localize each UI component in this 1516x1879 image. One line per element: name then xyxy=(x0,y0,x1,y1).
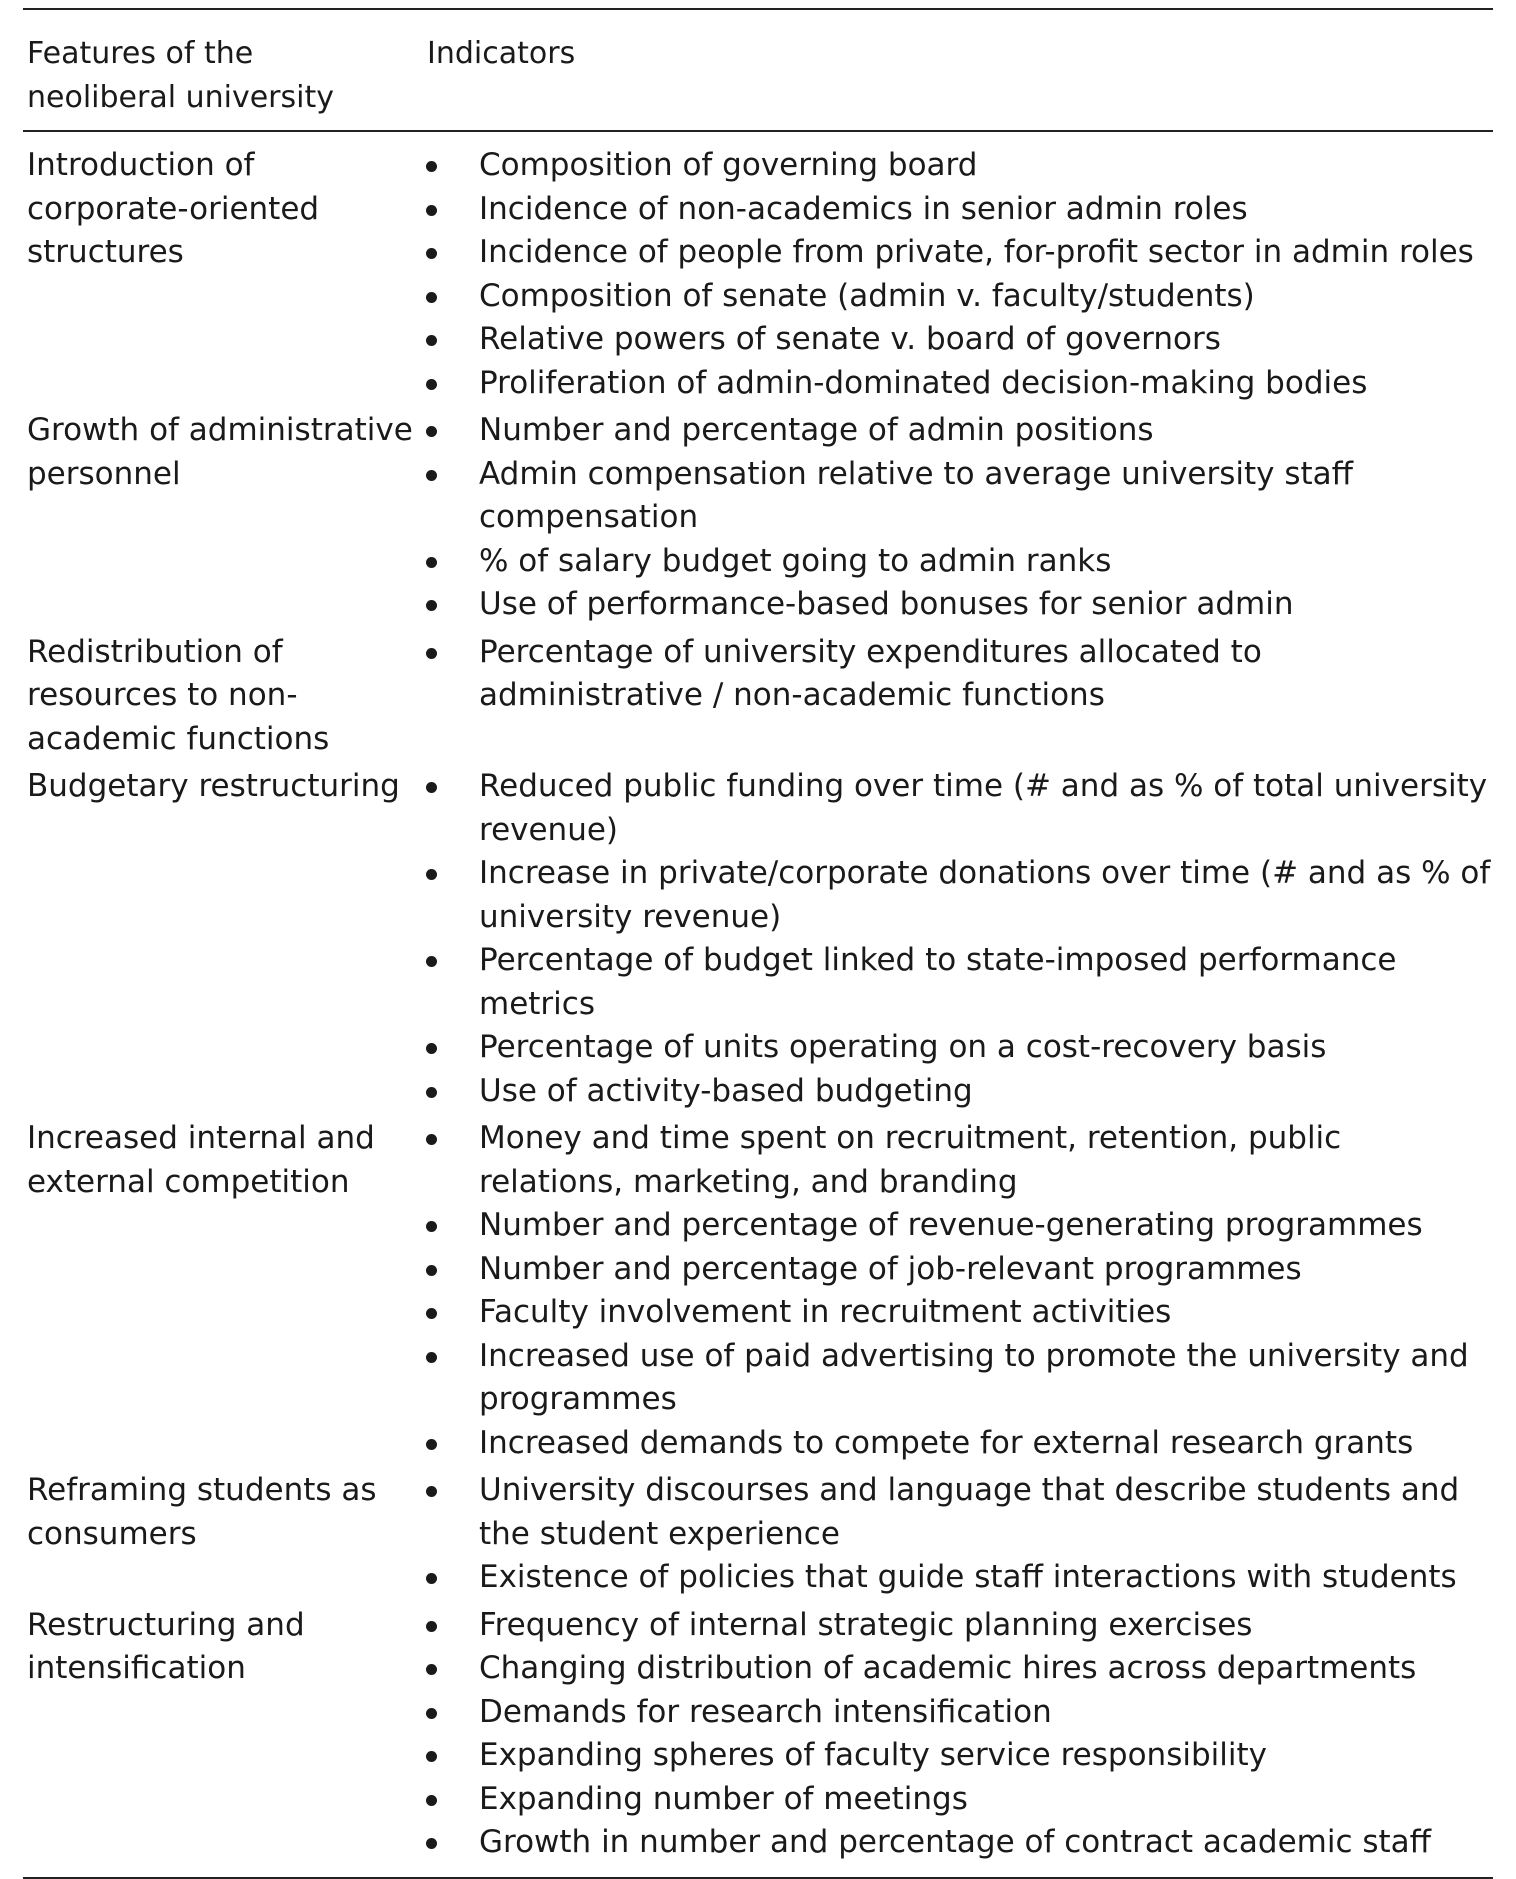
indicator-item xyxy=(423,1026,1493,1070)
table-row xyxy=(23,144,1493,405)
indicator-item xyxy=(423,1291,1493,1335)
indicators-cell xyxy=(423,1469,1493,1600)
indicator-item xyxy=(423,1604,1493,1648)
bullet-icon xyxy=(426,1221,437,1232)
indicator-text: Percentage of units operating on a cost-recovery basis xyxy=(479,1029,1327,1065)
indicators-cell xyxy=(423,409,1493,627)
indicator-item xyxy=(423,1556,1493,1600)
bullet-icon xyxy=(426,335,437,346)
indicator-text: Percentage of university expenditures allocated to administrative / non-academic functions xyxy=(479,633,1262,713)
indicator-text: Increased use of paid advertising to promote the university and programmes xyxy=(479,1337,1469,1417)
bullet-icon xyxy=(426,1352,437,1363)
indicator-text: Admin compensation relative to average university staff compensation xyxy=(479,455,1354,535)
feature-cell: Growth of administrative personnel xyxy=(27,412,413,492)
indicator-text: Relative powers of senate v. board of governors xyxy=(479,321,1221,357)
bullet-icon xyxy=(426,470,437,481)
header-features: Features of the neoliberal university xyxy=(27,36,334,115)
bullet-icon xyxy=(426,1043,437,1054)
indicator-text: Growth in number and percentage of contract academic staff xyxy=(479,1824,1432,1860)
indicator-text: Incidence of people from private, for-profit sector in admin roles xyxy=(479,234,1474,270)
indicators-cell xyxy=(423,1604,1493,1865)
indicator-list xyxy=(423,409,1493,627)
indicator-text: Increase in private/corporate donations over time (# and as % of university revenue) xyxy=(479,855,1491,935)
indicator-item xyxy=(423,583,1493,627)
bullet-icon xyxy=(426,1664,437,1675)
indicator-text: Composition of senate (admin v. faculty/students) xyxy=(479,277,1255,314)
table-row xyxy=(23,765,1493,1113)
bullet-icon xyxy=(426,557,437,568)
indicator-list xyxy=(423,631,1493,718)
indicator-item xyxy=(423,1422,1493,1466)
header-indicators: Indicators xyxy=(427,36,576,71)
indicator-text: % of salary budget going to admin ranks xyxy=(479,542,1112,579)
table-row xyxy=(23,409,1493,627)
table-row xyxy=(23,631,1493,762)
indicator-list xyxy=(423,1469,1493,1600)
indicators-cell xyxy=(423,1117,1493,1465)
indicator-item xyxy=(423,1647,1493,1691)
indicator-item xyxy=(423,1117,1493,1204)
bullet-icon xyxy=(426,648,437,659)
indicator-item xyxy=(423,318,1493,362)
indicator-text: Money and time spent on recruitment, retention, public relations, marketing, and branding xyxy=(479,1120,1342,1200)
indicator-text: Existence of policies that guide staff interactions with students xyxy=(479,1559,1457,1595)
indicator-item xyxy=(423,1778,1493,1822)
bullet-icon xyxy=(426,1486,437,1497)
feature-cell: Redistribution of resources to non-academic functions xyxy=(27,633,330,757)
indicator-text: Use of activity-based budgeting xyxy=(479,1072,973,1109)
indicator-item xyxy=(423,540,1493,584)
indicator-text: Percentage of budget linked to state-imposed performance metrics xyxy=(479,942,1397,1022)
feature-cell: Reframing students as consumers xyxy=(27,1472,377,1552)
indicator-item xyxy=(423,1821,1493,1865)
table-body xyxy=(23,132,1493,1877)
indicator-item xyxy=(423,231,1493,275)
indicator-item xyxy=(423,1469,1493,1556)
feature-cell: Budgetary restructuring xyxy=(27,768,400,804)
bullet-icon xyxy=(426,1265,437,1276)
bullet-icon xyxy=(426,1308,437,1319)
bullet-icon xyxy=(426,1134,437,1145)
indicator-item xyxy=(423,275,1493,319)
bullet-icon xyxy=(426,1795,437,1806)
indicator-text: Increased demands to compete for external research grants xyxy=(479,1424,1414,1461)
indicator-text: Number and percentage of admin positions xyxy=(479,412,1154,448)
table-bottom-rule xyxy=(23,1877,1493,1879)
indicator-item xyxy=(423,1248,1493,1292)
bullet-icon xyxy=(426,205,437,216)
feature-cell: Introduction of corporate-oriented structures xyxy=(27,147,320,270)
indicator-list xyxy=(423,1117,1493,1465)
bullet-icon xyxy=(426,1621,437,1632)
indicator-item xyxy=(423,1335,1493,1422)
table-row xyxy=(23,1604,1493,1865)
bullet-icon xyxy=(426,1838,437,1849)
indicators-cell xyxy=(423,144,1493,405)
bullet-icon xyxy=(426,1087,437,1098)
bullet-icon xyxy=(426,1573,437,1584)
bullet-icon xyxy=(426,426,437,437)
indicators-cell xyxy=(423,765,1493,1113)
bullet-icon xyxy=(426,292,437,303)
indicator-item xyxy=(423,1691,1493,1735)
indicator-text: Number and percentage of revenue-generating programmes xyxy=(479,1207,1423,1243)
bullet-icon xyxy=(426,379,437,390)
indicator-list xyxy=(423,144,1493,405)
bullet-icon xyxy=(426,161,437,172)
indicator-item xyxy=(423,144,1493,188)
indicators-table xyxy=(23,8,1493,1879)
indicator-item xyxy=(423,765,1493,852)
indicator-item xyxy=(423,631,1493,718)
feature-cell: Restructuring and intensification xyxy=(27,1606,305,1686)
indicator-item xyxy=(423,939,1493,1026)
indicator-text: Incidence of non-academics in senior admin roles xyxy=(479,190,1248,227)
table-header xyxy=(23,10,1493,130)
indicator-text: Reduced public funding over time (# and as % of total university revenue) xyxy=(479,768,1488,848)
bullet-icon xyxy=(426,248,437,259)
indicator-item xyxy=(423,1204,1493,1248)
indicator-text: Frequency of internal strategic planning exercises xyxy=(479,1606,1253,1643)
feature-cell: Increased internal and external competition xyxy=(27,1120,375,1200)
table-row xyxy=(23,1469,1493,1600)
table-row xyxy=(23,1117,1493,1465)
bullet-icon xyxy=(426,956,437,967)
indicator-text: Demands for research intensification xyxy=(479,1693,1052,1730)
indicator-text: Composition of governing board xyxy=(479,147,978,183)
indicator-text: Proliferation of admin-dominated decision-making bodies xyxy=(479,364,1368,401)
indicator-text: Use of performance-based bonuses for senior admin xyxy=(479,586,1294,622)
indicator-text: Number and percentage of job-relevant programmes xyxy=(479,1250,1302,1287)
indicator-item xyxy=(423,453,1493,540)
indicator-item xyxy=(423,362,1493,406)
indicator-list xyxy=(423,765,1493,1113)
indicator-item xyxy=(423,188,1493,232)
indicator-item xyxy=(423,409,1493,453)
indicator-text: Expanding spheres of faculty service responsibility xyxy=(479,1737,1267,1773)
indicator-text: Faculty involvement in recruitment activities xyxy=(479,1294,1172,1330)
bullet-icon xyxy=(426,869,437,880)
indicator-text: Expanding number of meetings xyxy=(479,1780,968,1817)
indicators-cell xyxy=(423,631,1493,762)
indicator-item xyxy=(423,1070,1493,1114)
indicator-item xyxy=(423,1734,1493,1778)
indicator-list xyxy=(423,1604,1493,1865)
indicator-text: Changing distribution of academic hires across departments xyxy=(479,1650,1417,1686)
bullet-icon xyxy=(426,1708,437,1719)
bullet-icon xyxy=(426,1751,437,1762)
indicator-item xyxy=(423,852,1493,939)
bullet-icon xyxy=(426,782,437,793)
bullet-icon xyxy=(426,1439,437,1450)
indicator-text: University discourses and language that describe students and the student experience xyxy=(479,1472,1460,1552)
bullet-icon xyxy=(426,600,437,611)
